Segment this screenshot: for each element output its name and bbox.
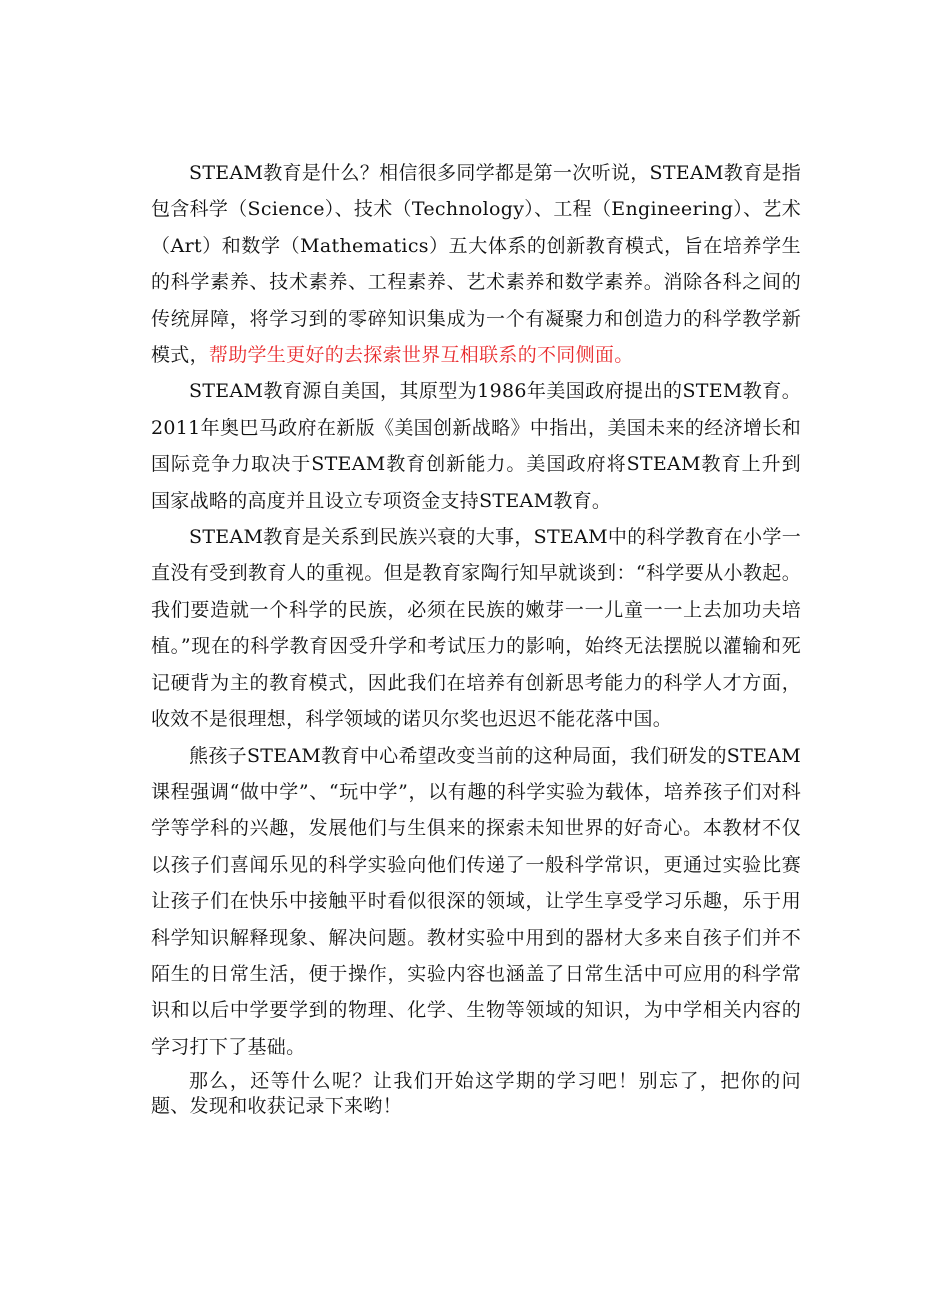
highlighted-text: 帮助学生更好的去探索世界互相联系的不同侧面。 <box>208 344 634 367</box>
paragraph-steam-center: 熊孩子STEAM教育中心希望改变当前的这种局面，我们研发的STEAM课程强调“做中学”、“玩中学”，以有趣的科学实验为载体，培养孩子们对科学等学科的兴趣，发展他们与生俱来的探索未知世界的好奇心。本教材不仅以孩子们喜闻乐见的科学实验向他们传递了一般科学常识，更通过实验比赛让孩子们在快乐中接触平时看似很深的领域，让学生享受学习乐趣，乐于用科学知识解释现象、解决问题。教材实验中用到的器材大多来自孩子们并不陌生的日常生活，便于操作，实验内容也涵盖了日常生活中可应用的科学常识和以后中学要学到的物理、化学、生物等领域的知识，为中学相关内容的学习打下了基础。 <box>151 744 801 1058</box>
paragraph-steam-importance: STEAM教育是关系到民族兴衰的大事，STEAM中的科学教育在小学一直没有受到教育人的重视。但是教育家陶行知早就谈到：“科学要从小教起。我们要造就一个科学的民族，必须在民族的嫩芽一一儿童一一上去加功夫培植。”现在的科学教育因受升学和考试压力的影响，始终无法摆脱以灌输和死记硬背为主的教育模式，因此我们在培养有创新思考能力的科学人才方面，收效不是很理想，科学领域的诺贝尔奖也迟迟不能花落中国。 <box>151 526 801 731</box>
paragraph-steam-definition <box>151 155 801 373</box>
paragraph-text: STEAM教育是什么？相信很多同学都是第一次听说，STEAM教育是指包含科学（Science）、技术（Technology）、工程（Engineering）、艺术（Art）和数学（Mathematics）五大体系的创新教育模式，旨在培养学生的科学素养、技术素养、工程素养、艺术素养和数学素养。消除各科之间的传统屏障，将学习到的零碎知识集成为一个有凝聚力和创造力的科学教学新模式， <box>151 162 801 367</box>
document-body <box>151 155 801 1119</box>
paragraph-closing: 那么，还等什么呢？让我们开始这学期的学习吧！别忘了，把你的问题、发现和收获记录下来哟！ <box>151 1070 801 1118</box>
paragraph-steam-origin: STEAM教育源自美国，其原型为1986年美国政府提出的STEM教育。2011年奥巴马政府在新版《美国创新战略》中指出，美国未来的经济增长和国际竞争力取决于STEAM教育创新能力。美国政府将STEAM教育上升到国家战略的高度并且设立专项资金支持STEAM教育。 <box>151 380 801 512</box>
